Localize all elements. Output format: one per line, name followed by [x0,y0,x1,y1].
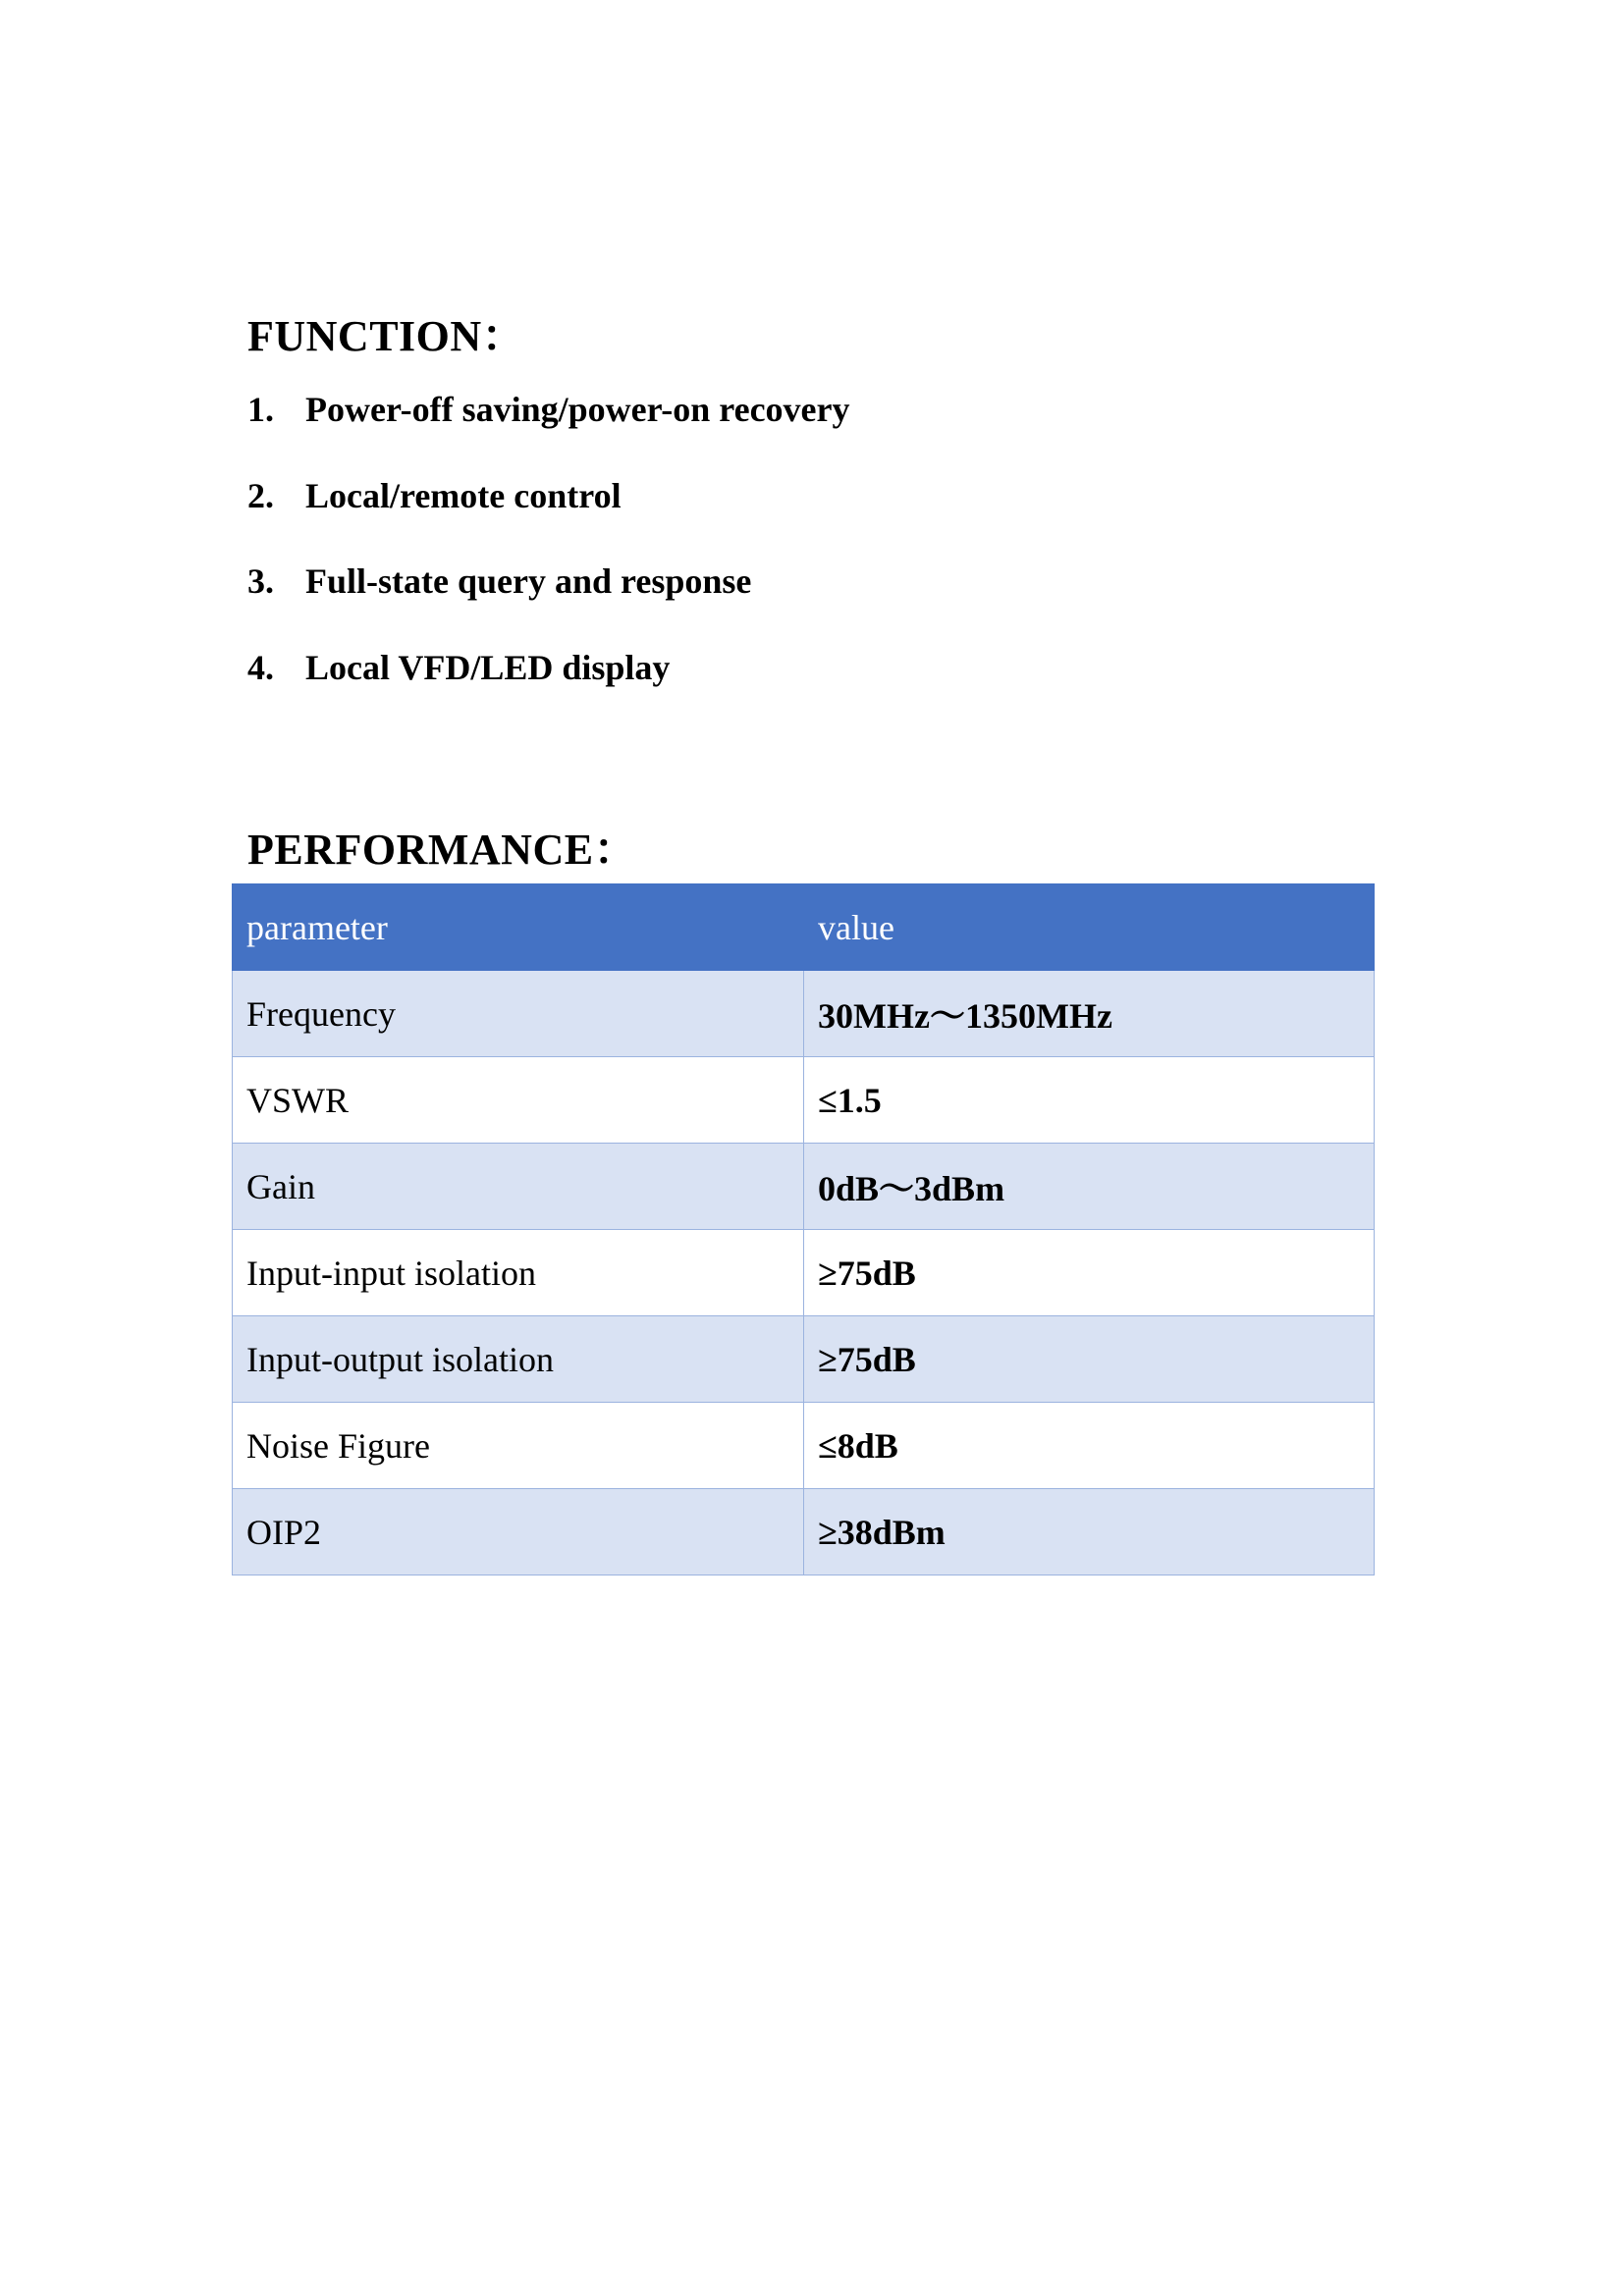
list-item-text: Full-state query and response [305,561,752,601]
performance-table [232,883,1375,1575]
table-row [233,1144,1375,1230]
cell-parameter: Input-output isolation [233,1316,804,1403]
list-item-text: Local/remote control [305,475,622,515]
list-item [247,647,850,733]
cell-value: 30MHz～1350MHz [804,971,1375,1057]
cell-value: ≤8dB [804,1403,1375,1489]
header-value: value [804,884,1375,971]
header-parameter: parameter [233,884,804,971]
table-row [233,971,1375,1057]
cell-value: 0dB～3dBm [804,1144,1375,1230]
cell-value: ≥38dBm [804,1489,1375,1575]
list-item-number: 3. [247,561,274,601]
cell-parameter: Input-input isolation [233,1230,804,1316]
cell-parameter: Frequency [233,971,804,1057]
table-row [233,1403,1375,1489]
cell-parameter: Noise Figure [233,1403,804,1489]
cell-parameter: VSWR [233,1057,804,1144]
list-item-number: 2. [247,475,274,515]
cell-value: ≤1.5 [804,1057,1375,1144]
table-row [233,1489,1375,1575]
table-row [233,1316,1375,1403]
cell-parameter: OIP2 [233,1489,804,1575]
list-item-number: 1. [247,390,274,429]
list-item-text: Power-off saving/power-on recovery [305,390,850,429]
function-list [247,389,850,732]
table-row [233,1230,1375,1316]
table-header-row [233,884,1375,971]
list-item [247,561,850,647]
function-heading: FUNCTION： [247,312,526,360]
cell-value: ≥75dB [804,1230,1375,1316]
list-item [247,475,850,561]
cell-parameter: Gain [233,1144,804,1230]
list-item-text: Local VFD/LED display [305,647,671,687]
list-item [247,389,850,475]
cell-value: ≥75dB [804,1316,1375,1403]
table-row [233,1057,1375,1144]
performance-heading: PERFORMANCE： [247,826,638,874]
list-item-number: 4. [247,647,274,687]
